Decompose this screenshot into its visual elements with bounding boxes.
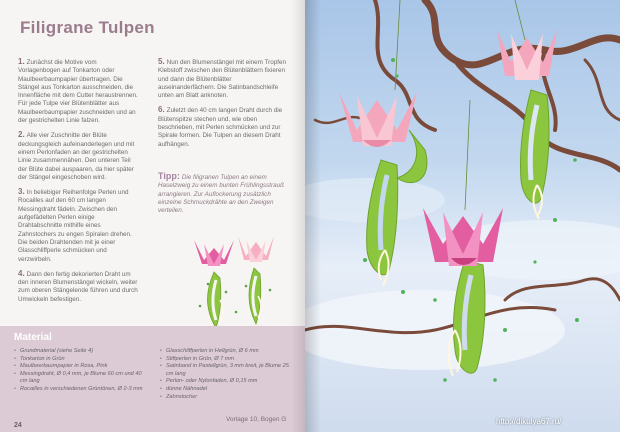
template-reference: Vorlage 10, Bogen G: [226, 416, 287, 423]
material-item: ▪ Tonkarton in Grün: [14, 356, 144, 363]
step-text: Alle vier Zuschnitte der Blüte deckungsgleich aufeinanderlegen und mit einem Perlonfaden an der gestrichelten Linie zusammennähen. Den unteren Teil der Blüte dabei auspaaren, da hier später der Stängel eingeschoben wird.: [18, 132, 135, 181]
step-2: [18, 131, 140, 182]
gutter-shadow: [291, 0, 305, 432]
step-1: [18, 58, 140, 125]
page-number: 24: [14, 422, 22, 429]
step-number: 3.: [18, 187, 25, 197]
step-number: 4.: [18, 268, 25, 278]
tip-label: Tipp:: [158, 171, 180, 181]
material-item: ▪ Maulbeerbaumpapier in Rosa, Pink: [14, 363, 144, 370]
material-item: ▪ Stiftperlen in Grün, Ø 7 mm: [160, 356, 295, 363]
material-item: ▪ Messingdraht, Ø 0,4 mm, je Blume 60 cm und 40 cm lang: [14, 371, 144, 385]
tip-box: [158, 172, 288, 215]
material-item: ▪ Glasschliffperlen in Hellgrün, Ø 6 mm: [160, 348, 295, 355]
material-item: ▪ dünne Nähnadel: [160, 386, 295, 393]
tip-text: Die filigranen Tulpen an einem Haselzweig zu einem bunten Frühlingsstrauß arrangieren. Zur Auflockerung zusätzlich einzelne Schmuckdrähte an den Zweigen verteilen.: [158, 174, 284, 215]
tulip-pink-top: [497, 30, 557, 219]
gutter-shadow: [305, 0, 321, 432]
watermark-url: http://dikulya67.ru/: [496, 417, 562, 426]
photo-illustration: [305, 0, 620, 432]
small-tulip-illustration: [186, 220, 286, 338]
left-page: [0, 0, 305, 432]
step-6: [158, 106, 288, 148]
material-list-right: [160, 348, 295, 401]
step-number: 1.: [18, 57, 25, 66]
step-number: 6.: [158, 105, 165, 115]
material-list-left: [14, 348, 144, 394]
step-5: [158, 58, 288, 100]
instructions-column-2: [158, 58, 288, 155]
material-item: ▪ Rocailles in verschiedenen Grüntönen, Ø 2-3 mm: [14, 386, 144, 393]
step-text: Zunächst die Motive vom Vorlagenbogen auf Tonkarton oder Maulbeerbaumpapier übertragen. Die Stängel aus Tonkarton ausschneiden, die Innenfläche mit dem Cutter heraustrennen. Für jede Tulpe vier Blütenblätter aus Maulbeerbaumpapier zuschneiden und an der gestrichelten Linie falzen.: [18, 59, 138, 125]
step-4: [18, 270, 140, 304]
material-item: ▪ Perlon- oder Nylonfaden, Ø 0,15 mm: [160, 378, 295, 385]
tulip-photo: [305, 0, 620, 432]
step-text: In beliebiger Reihenfolge Perlen und Rocailles auf den 60 cm langen Messingdraht fädeln. Zwischen den aufgefädelten Perlen einige Drahtabschnitte mithilfe eines Zahnstochers zu engen Spiralen drehen. Die beiden Drahtenden mit je einer Glasschliffperle schmücken und verzwirbeln.: [18, 189, 132, 263]
step-text: Nun den Blumenstängel mit einem Tropfen Klebstoff zwischen den Blütenblättern fixieren und dann die Blütenblätter auseinanderfächern. Die Satinbandschleife unten am Blatt anknoten.: [158, 59, 287, 100]
material-title: Material: [14, 332, 52, 343]
step-3: [18, 188, 140, 264]
step-number: 5.: [158, 57, 165, 66]
material-item: ▪ Satinband in Pastellgrün, 3 mm breit, je Blume 25 cm lang: [160, 363, 295, 377]
step-text: Dann den fertig dekorierten Draht um den inneren Blumenstängel wickeln, weiter zum oberen Stängelende führen und durch Umwickeln befestigen.: [18, 270, 138, 303]
instructions-column-1: [18, 58, 140, 310]
step-text: Zuletzt den 40 cm langen Draht durch die Blütenspitze stechen und, wie oben beschrieben, mit Perlen schmücken und zur Spirale formen. Die Tulpen an diesem Draht aufhängen.: [158, 107, 283, 148]
material-item: ▪ Grundmaterial (siehe Seite 4): [14, 348, 144, 355]
step-number: 2.: [18, 130, 25, 140]
page-title: Filigrane Tulpen: [20, 18, 155, 37]
material-item: ▪ Zahnstocher: [160, 394, 295, 401]
